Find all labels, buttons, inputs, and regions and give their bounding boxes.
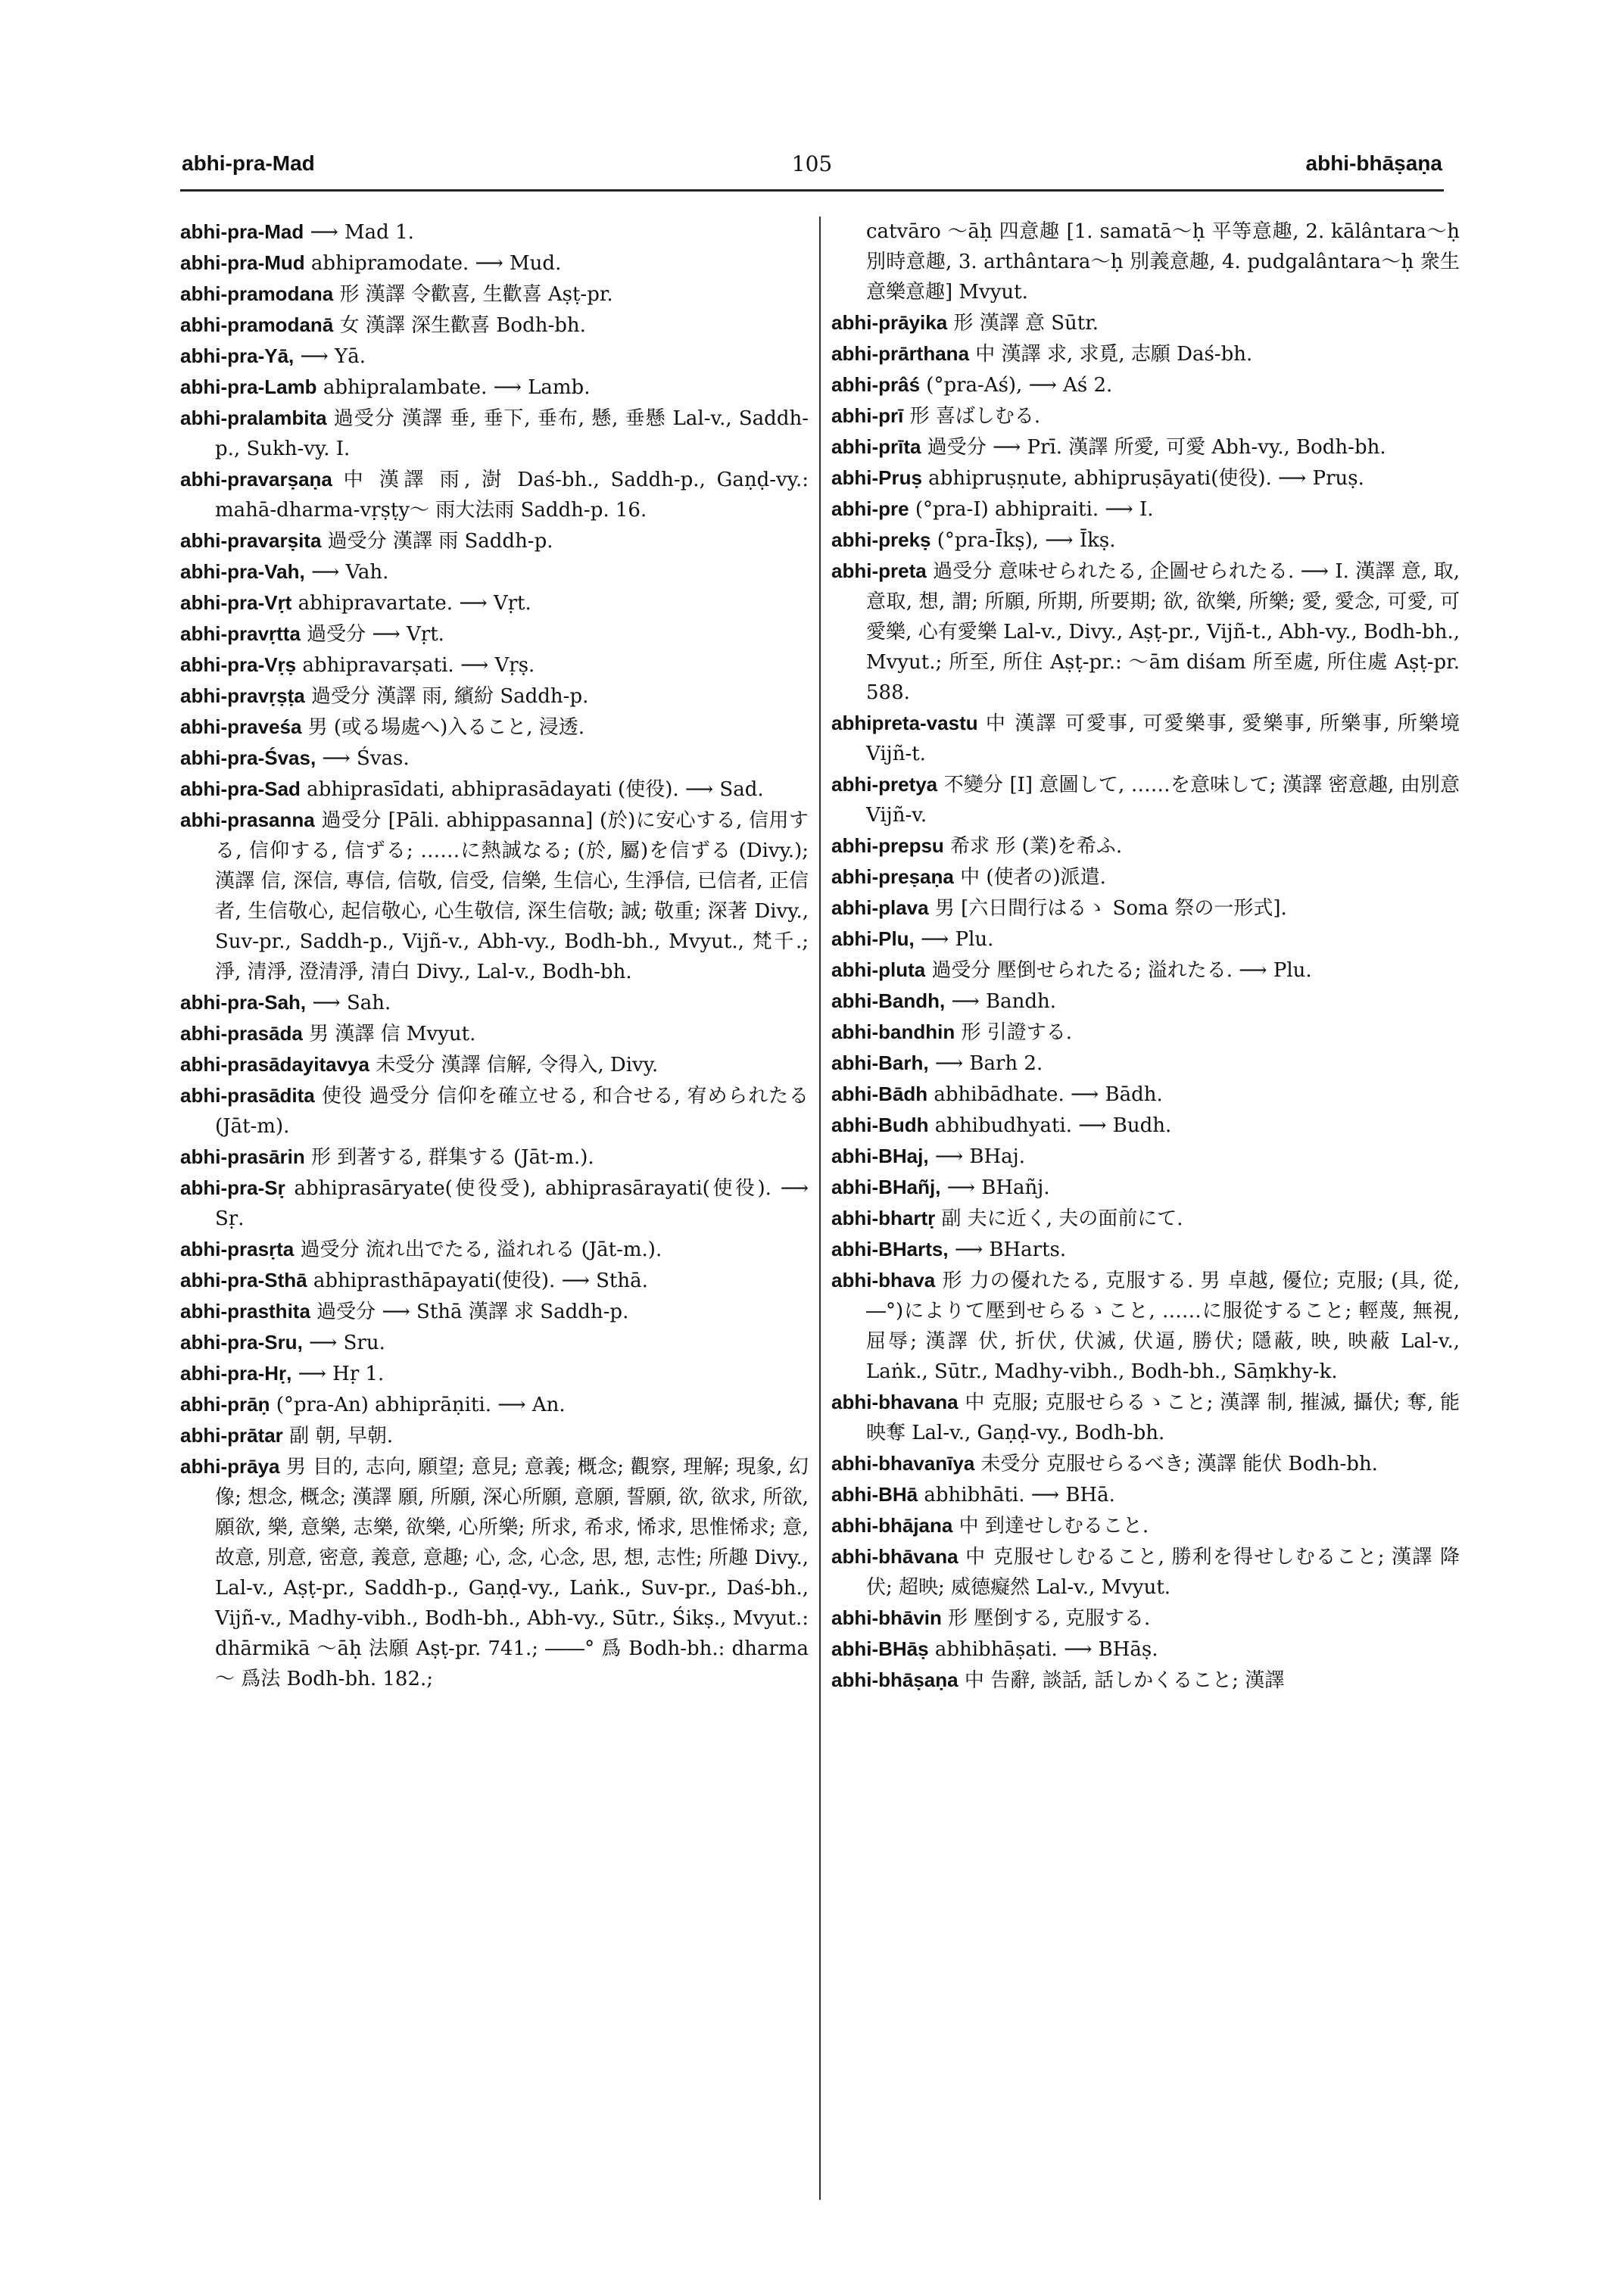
entry-definition: 過受分 ⟶ Sthā 漢譯 求 Saddh-p. bbox=[310, 1301, 629, 1323]
dictionary-entry bbox=[831, 556, 1460, 708]
entry-headword: abhi-pramodana bbox=[180, 282, 334, 305]
dictionary-entry bbox=[831, 1234, 1460, 1265]
entry-definition: ⟶ Plu. bbox=[914, 928, 994, 951]
dictionary-entry bbox=[831, 861, 1460, 893]
entry-definition: 過受分 流れ出でたる, 溢れれる (Jāt-m.). bbox=[294, 1238, 662, 1261]
dictionary-entry bbox=[180, 310, 809, 341]
entry-headword: abhi-prâś bbox=[831, 373, 921, 396]
column-divider bbox=[819, 217, 821, 2200]
entry-headword: abhi-prasādita bbox=[180, 1084, 315, 1107]
dictionary-entry bbox=[180, 805, 809, 987]
dictionary-entry bbox=[180, 987, 809, 1018]
running-head-left: abhi-pra-Mad bbox=[182, 151, 315, 175]
entry-headword: abhi-praveśa bbox=[180, 715, 302, 738]
right-column bbox=[831, 217, 1460, 1696]
entry-definition: 過受分 ⟶ Prī. 漢譯 所愛, 可愛 Abh-vy., Bodh-bh. bbox=[921, 436, 1386, 459]
entry-definition: ⟶ Mad 1. bbox=[304, 221, 414, 244]
entry-headword: abhi-Plu, bbox=[831, 927, 915, 950]
entry-headword: abhi-BHarts, bbox=[831, 1238, 949, 1260]
entry-definition: 過受分 [Pāli. abhippasanna] (於)に安心する, 信用する, 信仰する, 信ずる; ……に熱誠なる; (於, 屬)を信ずる (Divy.); 漢譯 信, 深信, 專信, 信敬, 信受, 信樂, 生信心, 生淨信, 已信者, 正信者, 生信敬心, 起信敬心, 心生敬信, 深生信敬; 誠; 敬重; 深著 Divy., Suv-pr., Saddh-p., Vijñ-v., Abh-vy., Bodh-bh., Mvyut., 梵千.; 淨, 清淨, 澄清淨, 清白 Divy., Lal-v., Bodh-bh. bbox=[215, 809, 809, 983]
entry-headword: abhi-Budh bbox=[831, 1114, 929, 1136]
dictionary-entry bbox=[831, 525, 1460, 556]
entry-definition: 過受分 意味せられたる, 企圖せられたる. ⟶ I. 漢譯 意, 取, 意取, 想, 謂; 所願, 所期, 所要期; 欲, 欲樂, 所樂; 愛, 愛念, 可愛, 可愛樂, 心有愛樂 Lal-v., Divy., Aṣṭ-pr., Vijñ-t., Abh-vy., Bodh-bh., Mvyut.; 所至, 所住 Aṣṭ-pr.: ～ām diśam 所至處, 所住處 Aṣṭ-pr. 588. bbox=[866, 560, 1460, 704]
entry-definition: abhibhāṣati. ⟶ BHāṣ. bbox=[928, 1638, 1158, 1661]
dictionary-entry bbox=[180, 1049, 809, 1080]
dictionary-entry bbox=[180, 712, 809, 743]
entry-definition: (°pra-Aś), ⟶ Aś 2. bbox=[920, 374, 1113, 397]
entry-definition: 希求 形 (業)を希ふ. bbox=[943, 835, 1123, 858]
dictionary-entry bbox=[180, 1080, 809, 1142]
entry-definition: ⟶ Vah. bbox=[304, 561, 389, 584]
entry-definition: 男 [六日間行はるゝ Soma 祭の一形式]. bbox=[928, 897, 1287, 920]
dictionary-entry bbox=[831, 830, 1460, 861]
entry-headword: abhi-BHaj, bbox=[831, 1145, 929, 1167]
entry-definition: 未受分 克服せらるべき; 漢譯 能伏 Bodh-bh. bbox=[974, 1453, 1378, 1475]
dictionary-entry bbox=[180, 587, 809, 618]
entry-definition: (°pra-Īkṣ), ⟶ Īkṣ. bbox=[930, 529, 1116, 552]
entry-definition: 中 到達せしむること. bbox=[952, 1515, 1149, 1537]
dictionary-entry bbox=[831, 369, 1460, 400]
entry-definition: 男 目的, 志向, 願望; 意見; 意義; 概念; 觀察, 理解; 現象, 幻像; 想念, 概念; 漢譯 願, 所願, 深心所願, 意願, 誓願, 欲, 欲求, 所欲, 願欲, 樂, 意樂, 志樂, 欲樂, 心所樂; 所求, 希求, 悕求, 思惟悕求; 意, 故意, 別意, 密意, 義意, 意趣; 心, 念, 心念, 思, 想, 志性; 所趣 Divy., Lal-v., Aṣṭ-pr., Saddh-p., Gaṇḍ-vy., Laṅk., Suv-pr., Daś-bh., Vijñ-v., Madhy-vibh., Bodh-bh., Abh-vy., Sūtr., Śikṣ., Mvyut.: dhārmikā ～āḥ 法願 Aṣṭ-pr. 741.; ――° 爲 Bodh-bh.: dharma～ 爲法 Bodh-bh. 182.; bbox=[215, 1456, 809, 1690]
dictionary-entry bbox=[180, 650, 809, 681]
dictionary-entry bbox=[180, 1358, 809, 1389]
dictionary-entry bbox=[180, 618, 809, 650]
dictionary-entry bbox=[180, 1234, 809, 1265]
entry-definition: 形 漢譯 意 Sūtr. bbox=[947, 312, 1099, 335]
entry-definition: 形 壓倒する, 克服する. bbox=[941, 1607, 1151, 1630]
dictionary-entry bbox=[831, 1387, 1460, 1448]
entry-definition: ⟶ BHarts. bbox=[948, 1238, 1067, 1261]
entry-headword: abhi-prātar bbox=[180, 1424, 283, 1447]
entry-definition: 過受分 漢譯 雨 Saddh-p. bbox=[321, 530, 553, 553]
page-number: 105 bbox=[791, 151, 833, 176]
dictionary-entry bbox=[831, 494, 1460, 525]
dictionary-entry bbox=[831, 1479, 1460, 1510]
entry-definition: abhibudhyati. ⟶ Budh. bbox=[928, 1114, 1172, 1137]
entry-definition: 副 朝, 早朝. bbox=[282, 1425, 394, 1447]
entry-headword: abhi-BHāṣ bbox=[831, 1637, 929, 1660]
entry-definition: abhiprasthāpayati(使役). ⟶ Sthā. bbox=[307, 1270, 648, 1292]
entry-definition: ⟶ Sru. bbox=[302, 1332, 385, 1354]
dictionary-entry bbox=[831, 708, 1460, 769]
entry-definition: ⟶ Yā. bbox=[294, 345, 366, 368]
entry-headword: abhi-pra-Vah, bbox=[180, 560, 305, 583]
dictionary-entry bbox=[180, 1296, 809, 1327]
entry-definition: abhipravarṣati. ⟶ Vṛṣ. bbox=[296, 654, 535, 677]
dictionary-entry bbox=[831, 1141, 1460, 1172]
dictionary-entry bbox=[180, 372, 809, 403]
entry-headword: abhi-pravarṣaṇa bbox=[180, 468, 332, 491]
entry-headword: abhi-prī bbox=[831, 404, 904, 427]
dictionary-entry bbox=[831, 1048, 1460, 1079]
dictionary-entry bbox=[831, 955, 1460, 986]
dictionary-entry bbox=[180, 1451, 809, 1694]
entry-headword: abhi-pra-Sthā bbox=[180, 1269, 307, 1291]
entry-definition: 不變分 [I] 意圖して, ……を意味して; 漢譯 密意趣, 由別意 Vijñ-v. bbox=[866, 774, 1460, 827]
entry-definition: ⟶ Bandh. bbox=[945, 990, 1057, 1013]
entry-continuation: catvāro ～āḥ 四意趣 [1. samatā～ḥ 平等意趣, 2. kālântara～ḥ 別時意趣, 3. arthântara～ḥ 別義意趣, 4. pudgalântara～ḥ 衆生意樂意趣] Mvyut. bbox=[866, 220, 1460, 304]
entry-definition: 形 漢譯 令歡喜, 生歡喜 Aṣṭ-pr. bbox=[333, 283, 613, 306]
dictionary-entry bbox=[831, 1634, 1460, 1665]
page-header bbox=[182, 151, 1442, 182]
entry-headword: abhi-prasārin bbox=[180, 1145, 305, 1168]
entry-headword: abhi-pra-Mud bbox=[180, 251, 305, 274]
dictionary-entry bbox=[180, 1420, 809, 1451]
entry-headword: abhi-prekṣ bbox=[831, 528, 931, 551]
entry-definition: 未受分 漢譯 信解, 令得入, Divy. bbox=[369, 1054, 659, 1076]
entry-headword: abhi-Barh, bbox=[831, 1051, 929, 1074]
entry-headword: abhi-pra-Mad bbox=[180, 220, 304, 243]
entry-definition: abhiprasāryate(使役受), abhiprasārayati(使役). ⟶ Sṛ. bbox=[215, 1177, 809, 1230]
entry-headword: abhi-prāya bbox=[180, 1455, 280, 1478]
entry-definition: 形 喜ばしむる. bbox=[903, 405, 1041, 428]
entry-definition: 過受分 壓倒せられたる; 溢れたる. ⟶ Plu. bbox=[925, 959, 1312, 982]
entry-headword: abhi-prasthita bbox=[180, 1300, 310, 1323]
dictionary-entry bbox=[180, 279, 809, 310]
entry-definition: abhipramodate. ⟶ Mud. bbox=[304, 252, 562, 275]
dictionary-entry bbox=[831, 1448, 1460, 1479]
entry-definition: abhipravartate. ⟶ Vṛt. bbox=[291, 592, 531, 615]
entry-headword: abhi-preta bbox=[831, 559, 927, 582]
entry-definition: 中 漢譯 求, 求覓, 志願 Daś-bh. bbox=[969, 343, 1253, 366]
dictionary-entry bbox=[180, 1173, 809, 1234]
entry-headword: abhi-bandhin bbox=[831, 1020, 955, 1043]
entry-headword: abhi-BHañj, bbox=[831, 1176, 941, 1198]
entry-headword: abhi-pluta bbox=[831, 958, 926, 981]
entry-headword: abhi-pra-Hṛ, bbox=[180, 1362, 292, 1385]
entry-definition: (°pra-An) abhiprāṇiti. ⟶ An. bbox=[270, 1394, 566, 1416]
dictionary-entry bbox=[180, 774, 809, 805]
entry-headword: abhi-pra-Sah, bbox=[180, 991, 307, 1014]
dictionary-entry bbox=[831, 1603, 1460, 1634]
entry-definition: ⟶ BHaj. bbox=[928, 1145, 1025, 1168]
entry-definition: 中 漢譯 雨, 澍 Daś-bh., Saddh-p., Gaṇḍ-vy.: mahā-dharma-vṛṣṭy～ 雨大法雨 Saddh-p. 16. bbox=[215, 469, 809, 522]
entry-headword: abhi-bhājana bbox=[831, 1514, 953, 1537]
entry-headword: abhi-pra-Sad bbox=[180, 777, 301, 800]
running-head-right: abhi-bhāṣaṇa bbox=[1305, 151, 1442, 175]
entry-headword: abhi-pra-Lamb bbox=[180, 375, 317, 398]
dictionary-entry bbox=[180, 217, 809, 248]
entry-definition: 過受分 ⟶ Vṛt. bbox=[300, 623, 444, 646]
entry-definition: ⟶ Śvas. bbox=[316, 747, 410, 770]
dictionary-entry bbox=[831, 893, 1460, 924]
dictionary-entry bbox=[831, 986, 1460, 1017]
dictionary-entry bbox=[831, 1541, 1460, 1603]
entry-definition: 中 漢譯 可愛事, 可愛樂事, 愛樂事, 所樂事, 所樂境 Vijñ-t. bbox=[866, 712, 1460, 765]
entry-headword: abhi-pretya bbox=[831, 773, 938, 796]
entry-definition: 中 克服; 克服せらるゝこと; 漢譯 制, 摧滅, 攝伏; 奪, 能映奪 Lal-v., Gaṇḍ-vy., Bodh-bh. bbox=[866, 1391, 1460, 1444]
entry-headword: abhi-bhāvana bbox=[831, 1545, 959, 1568]
entry-headword: abhi-pramodanā bbox=[180, 313, 334, 336]
dictionary-entry bbox=[180, 464, 809, 525]
entry-headword: abhi-pra-Vṛṣ bbox=[180, 653, 297, 676]
entry-headword: abhi-preṣaṇa bbox=[831, 865, 954, 888]
entry-definition: 中 克服せしむること, 勝利を得せしむること; 漢譯 降伏; 超映; 威德癡然 Lal-v., Mvyut. bbox=[866, 1546, 1460, 1599]
entry-headword: abhi-pre bbox=[831, 497, 909, 520]
entry-definition: ⟶ Sah. bbox=[306, 992, 391, 1014]
dictionary-entry bbox=[831, 1510, 1460, 1541]
entry-definition: 形 力の優れたる, 克服する. 男 卓越, 優位; 克服; (具, 從, ―°)によりて壓到せらるゝこと, ……に服從すること; 輕蔑, 無視, 屈辱; 漢譯 伏, 折伏, 伏滅, 伏逼, 勝伏; 隱蔽, 映, 映蔽 Lal-v., Laṅk., Sūtr., Madhy-vibh., Bodh-bh., Sāṃkhy-k. bbox=[866, 1270, 1460, 1383]
dictionary-entry bbox=[180, 403, 809, 464]
entry-headword: abhi-prāṇ bbox=[180, 1393, 270, 1416]
entry-headword: abhi-pravṛṣṭa bbox=[180, 684, 305, 707]
dictionary-entry bbox=[180, 1018, 809, 1049]
dictionary-entry bbox=[180, 248, 809, 279]
dictionary-entry bbox=[180, 1389, 809, 1420]
entry-headword: abhi-prasṛta bbox=[180, 1238, 295, 1260]
dictionary-entry bbox=[831, 1265, 1460, 1387]
entry-headword: abhi-prepsu bbox=[831, 834, 944, 857]
dictionary-entry bbox=[180, 743, 809, 774]
entry-definition: abhiprasīdati, abhiprasādayati (使役). ⟶ Sad. bbox=[300, 778, 764, 801]
entry-definition: 女 漢譯 深生歡喜 Bodh-bh. bbox=[333, 314, 586, 337]
entry-headword: abhi-bhavana bbox=[831, 1391, 959, 1413]
entry-headword: abhi-pra-Vṛt bbox=[180, 591, 292, 614]
entry-headword: abhi-pra-Śvas, bbox=[180, 746, 316, 769]
dictionary-entry bbox=[831, 1079, 1460, 1110]
entry-definition: (°pra-I) abhipraiti. ⟶ I. bbox=[909, 498, 1154, 521]
entry-definition: abhipralambate. ⟶ Lamb. bbox=[316, 376, 591, 399]
entry-headword: abhi-bhava bbox=[831, 1269, 936, 1291]
dictionary-entry bbox=[831, 400, 1460, 431]
dictionary-entry bbox=[831, 307, 1460, 338]
entry-definition: abhipruṣṇute, abhipruṣāyati(使役). ⟶ Pruṣ. bbox=[921, 467, 1364, 490]
dictionary-entry bbox=[831, 1110, 1460, 1141]
dictionary-entry bbox=[180, 525, 809, 556]
dictionary-entry bbox=[180, 1327, 809, 1358]
dictionary-entry bbox=[180, 1142, 809, 1173]
entry-headword: abhi-bhāṣaṇa bbox=[831, 1668, 959, 1691]
entry-headword: abhi-Bādh bbox=[831, 1083, 928, 1105]
dictionary-entry bbox=[831, 1172, 1460, 1203]
entry-headword: abhi-bhāvin bbox=[831, 1606, 942, 1629]
dictionary-entry bbox=[831, 769, 1460, 830]
entry-definition: 使役 過受分 信仰を確立せる, 和合せる, 宥められたる (Jāt-m). bbox=[215, 1085, 809, 1138]
entry-definition: 中 告辭, 談話, 話しかくること; 漢譯 bbox=[958, 1669, 1285, 1692]
dictionary-entry bbox=[180, 681, 809, 712]
entry-headword: abhi-pralambita bbox=[180, 407, 327, 429]
entry-headword: abhi-prāyika bbox=[831, 311, 948, 334]
entry-headword: abhi-prasanna bbox=[180, 808, 315, 831]
entry-definition: abhibādhate. ⟶ Bādh. bbox=[927, 1083, 1163, 1106]
entry-definition: 男 (或る場處へ)入ること, 浸透. bbox=[301, 716, 585, 739]
entry-definition: ⟶ BHañj. bbox=[940, 1176, 1050, 1199]
dictionary-entry bbox=[831, 1665, 1460, 1696]
entry-definition: 過受分 漢譯 垂, 垂下, 垂布, 懸, 垂懸 Lal-v., Saddh-p., Sukh-vy. I. bbox=[215, 407, 809, 460]
entry-headword: abhi-prasāda bbox=[180, 1022, 303, 1045]
entry-headword: abhi-pravṛtta bbox=[180, 622, 301, 645]
entry-headword: abhi-Bandh, bbox=[831, 989, 946, 1012]
entry-headword: abhi-prasādayitavya bbox=[180, 1053, 370, 1076]
entry-headword: abhipreta-vastu bbox=[831, 712, 978, 734]
entry-headword: abhi-pra-Sru, bbox=[180, 1331, 303, 1354]
entry-definition: 形 引證する. bbox=[955, 1021, 1072, 1044]
dictionary-entry bbox=[831, 924, 1460, 955]
entry-headword: abhi-bhartṛ bbox=[831, 1207, 936, 1229]
entry-headword: abhi-prīta bbox=[831, 435, 921, 458]
header-rule bbox=[180, 189, 1444, 192]
dictionary-entry bbox=[831, 431, 1460, 463]
dictionary-entry bbox=[831, 1017, 1460, 1048]
dictionary-entry bbox=[180, 341, 809, 372]
entry-definition: 男 漢譯 信 Mvyut. bbox=[302, 1023, 476, 1045]
entry-headword: abhi-BHā bbox=[831, 1483, 918, 1506]
dictionary-entry bbox=[831, 463, 1460, 494]
entry-headword: abhi-prārthana bbox=[831, 342, 970, 365]
entry-headword: abhi-plava bbox=[831, 896, 929, 919]
dictionary-entry bbox=[180, 1265, 809, 1296]
dictionary-entry bbox=[831, 1203, 1460, 1234]
entry-headword: abhi-pra-Sṛ bbox=[180, 1176, 285, 1199]
dictionary-entry bbox=[831, 338, 1460, 369]
entry-headword: abhi-pra-Yā, bbox=[180, 344, 295, 367]
left-column bbox=[180, 217, 809, 1694]
entry-definition: 副 夫に近く, 夫の面前にて. bbox=[935, 1207, 1183, 1230]
entry-definition: 過受分 漢譯 雨, 繽紛 Saddh-p. bbox=[304, 685, 589, 708]
entry-headword: abhi-Pruṣ bbox=[831, 466, 922, 489]
entry-definition: abhibhāti. ⟶ BHā. bbox=[918, 1484, 1115, 1506]
entry-definition: 中 (使者の)派遣. bbox=[953, 866, 1106, 889]
entry-definition: ⟶ Barh 2. bbox=[928, 1052, 1043, 1075]
dictionary-entry bbox=[180, 556, 809, 587]
entry-definition: 形 到著する, 群集する (Jāt-m.). bbox=[304, 1146, 594, 1169]
entry-headword: abhi-pravarṣita bbox=[180, 529, 322, 552]
entry-definition: ⟶ Hṛ 1. bbox=[291, 1363, 385, 1385]
entry-headword: abhi-bhavanīya bbox=[831, 1452, 975, 1475]
